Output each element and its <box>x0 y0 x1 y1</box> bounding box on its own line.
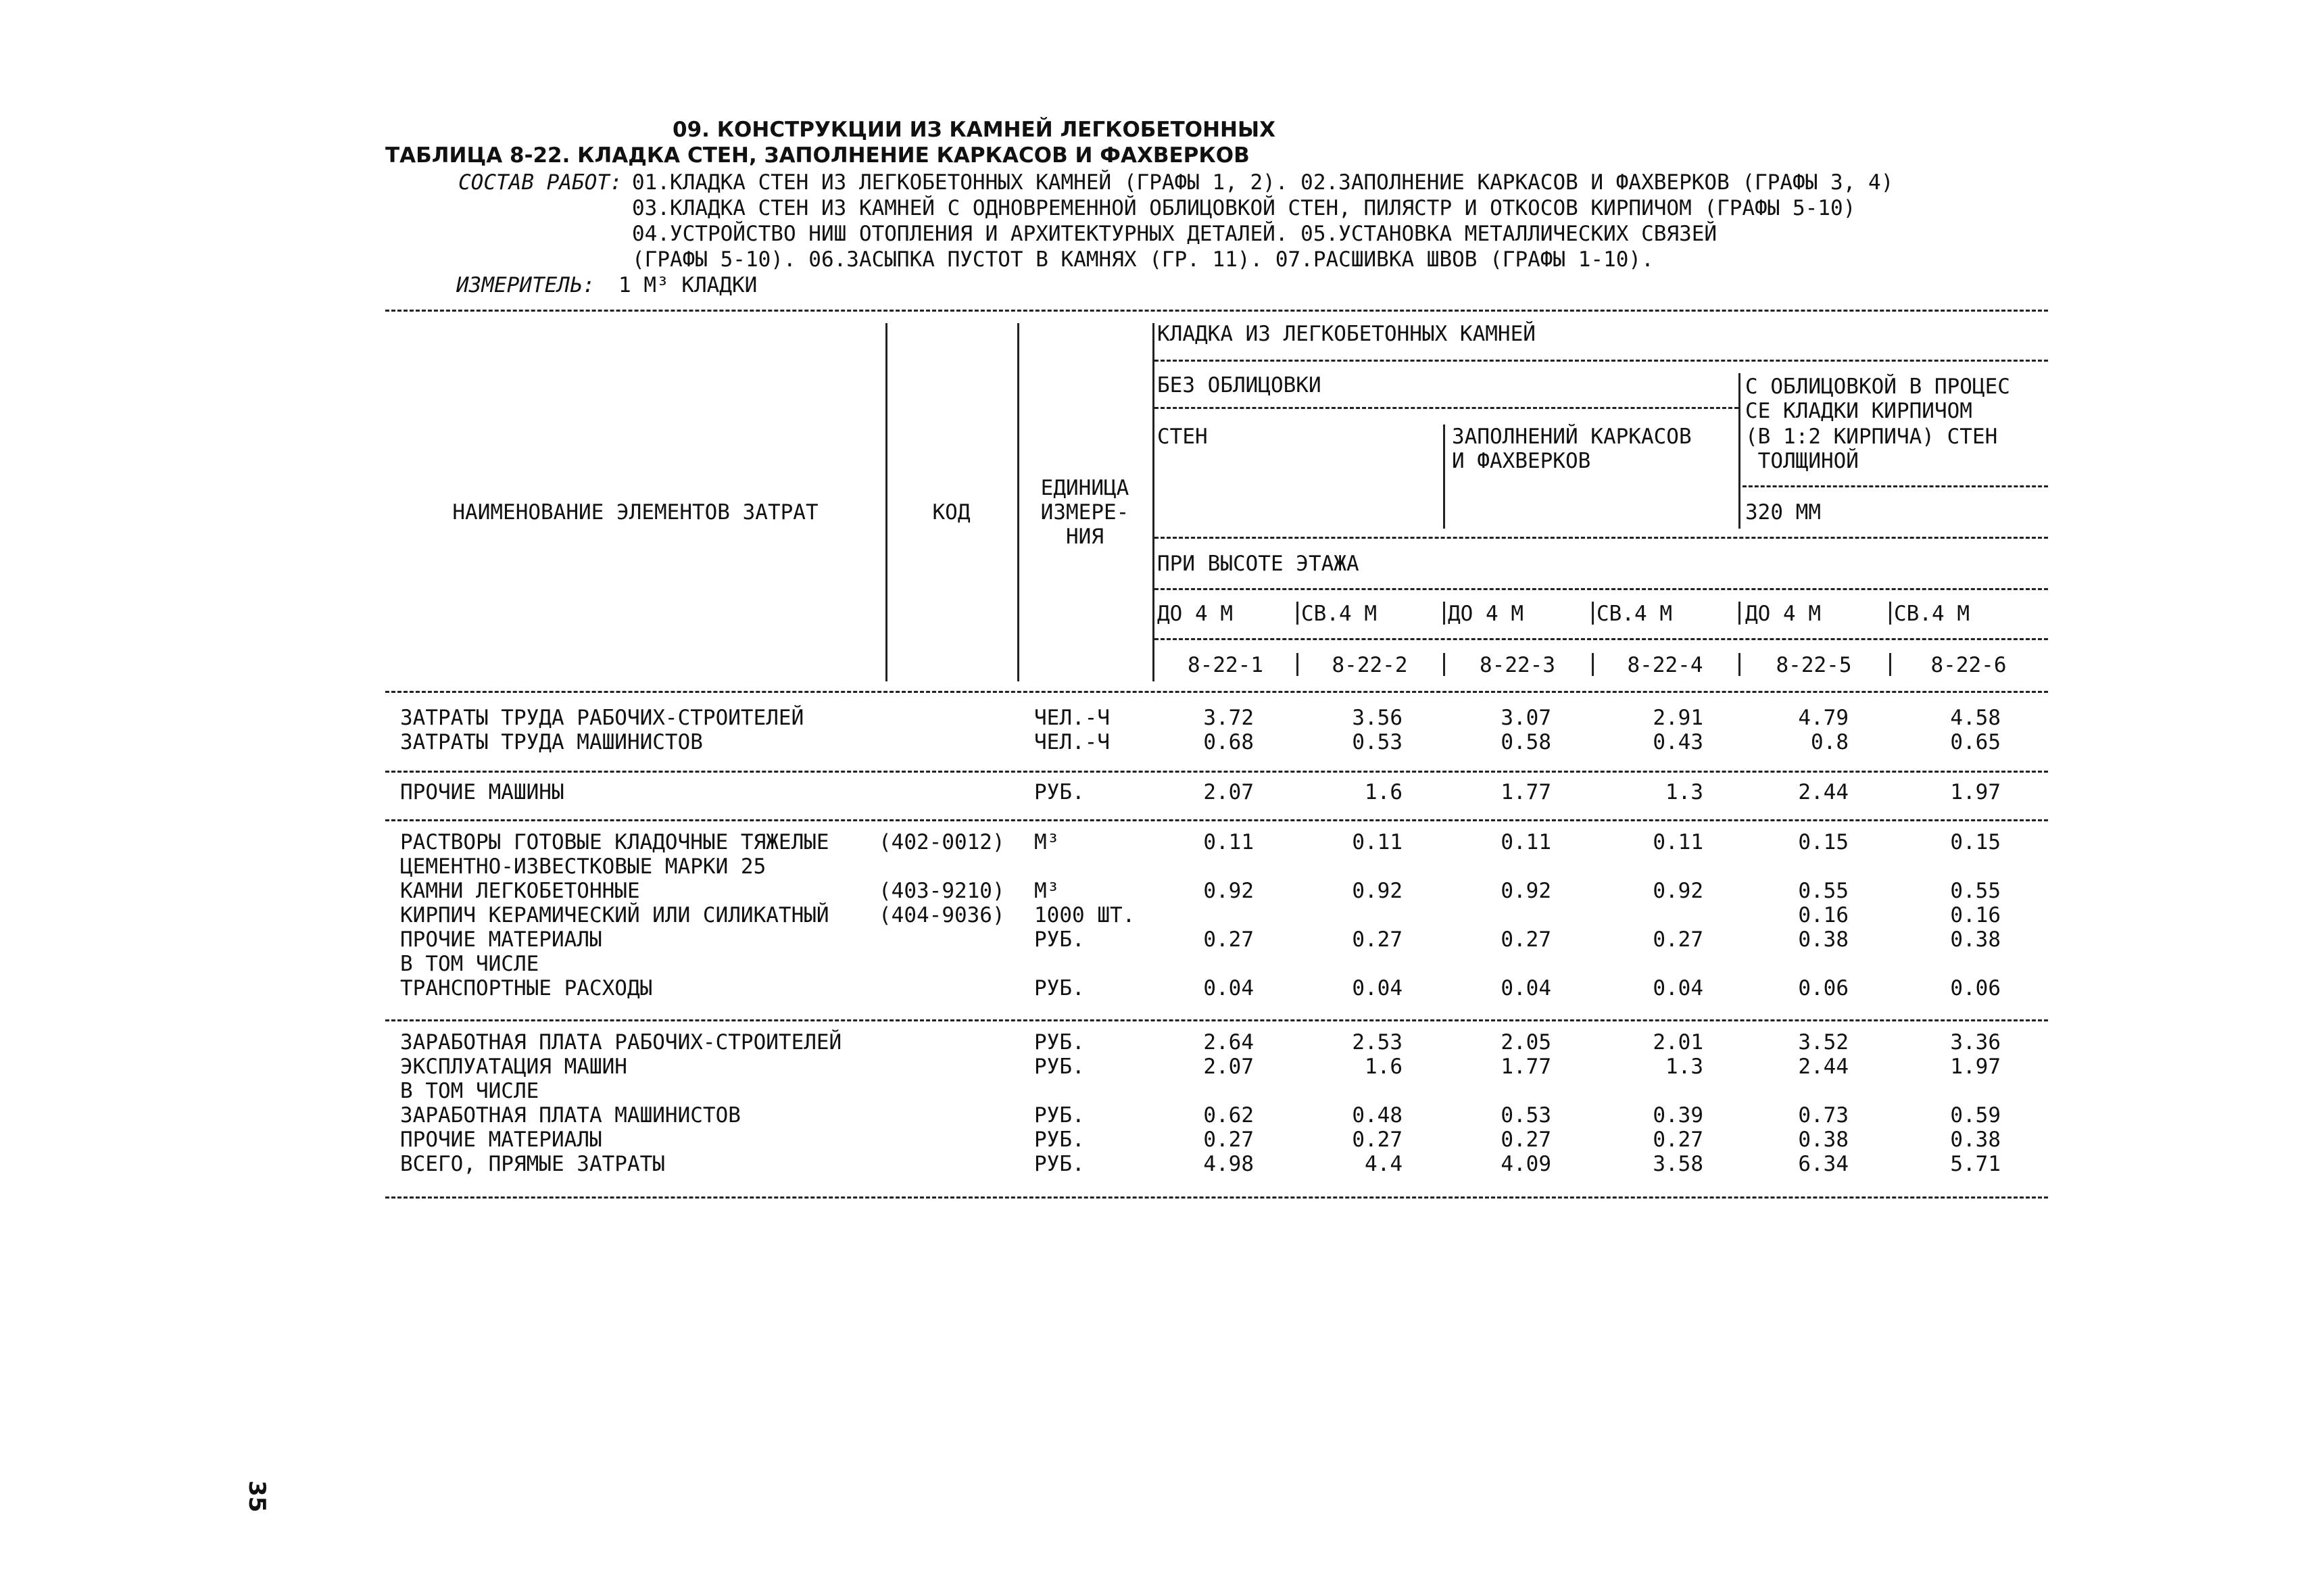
row-value: 0.55 <box>1950 879 2001 903</box>
row-value: 0.38 <box>1950 927 2001 952</box>
rule <box>1592 602 1594 625</box>
divider-unit-data <box>1152 323 1154 681</box>
row-value: 0.62 <box>1203 1103 1254 1128</box>
row-unit: РУБ. <box>1034 1055 1085 1079</box>
row-value: 0.53 <box>1501 1103 1551 1128</box>
row-value: 1.3 <box>1665 1055 1703 1079</box>
row-value: 2.53 <box>1352 1030 1403 1055</box>
row-value: 1.6 <box>1365 1055 1403 1079</box>
row-unit: ЧЕЛ.-Ч <box>1034 730 1110 754</box>
row-unit: РУБ. <box>1034 780 1085 804</box>
row-value: 2.07 <box>1203 780 1254 804</box>
col-unit-3: НИЯ <box>1066 525 1104 549</box>
measure-value: 1 М³ КЛАДКИ <box>618 273 758 297</box>
row-unit: М³ <box>1034 830 1060 854</box>
rule <box>1889 602 1891 625</box>
row-value: 0.92 <box>1653 879 1703 903</box>
row-name: В ТОМ ЧИСЛЕ <box>400 952 539 976</box>
divider-frames <box>1443 425 1445 529</box>
code-3: 8-22-3 <box>1480 653 1555 677</box>
row-unit: РУБ. <box>1034 1030 1085 1055</box>
row-value: 0.11 <box>1352 830 1403 854</box>
rule <box>385 691 2048 693</box>
row-name: ЭКСПЛУАТАЦИЯ МАШИН <box>400 1055 627 1079</box>
row-value: 0.73 <box>1798 1103 1849 1128</box>
rule <box>385 1019 2048 1021</box>
row-name: РАСТВОРЫ ГОТОВЫЕ КЛАДОЧНЫЕ ТЯЖЕЛЫЕ <box>400 830 829 854</box>
floor-height: ПРИ ВЫСОТЕ ЭТАЖА <box>1157 552 1359 576</box>
rule <box>1154 537 2048 539</box>
row-value: 0.04 <box>1653 976 1703 1000</box>
row-value: 0.27 <box>1501 1128 1551 1152</box>
row-value: 0.16 <box>1950 903 2001 927</box>
rule <box>1296 602 1298 625</box>
code-2: 8-22-2 <box>1332 653 1408 677</box>
row-value: 3.36 <box>1950 1030 2001 1055</box>
row-value: 0.38 <box>1798 1128 1849 1152</box>
row-value: 2.44 <box>1798 1055 1849 1079</box>
row-value: 1.97 <box>1950 780 2001 804</box>
row-name: ПРОЧИЕ МАТЕРИАЛЫ <box>400 1128 602 1152</box>
row-value: 0.06 <box>1798 976 1849 1000</box>
row-value: 2.44 <box>1798 780 1849 804</box>
row-value: 6.34 <box>1798 1152 1849 1176</box>
row-value: 1.97 <box>1950 1055 2001 1079</box>
table-bottom-rule <box>385 1196 2048 1199</box>
row-name: ПРОЧИЕ МАТЕРИАЛЫ <box>400 927 602 952</box>
row-value: 0.11 <box>1203 830 1254 854</box>
row-value: 0.39 <box>1653 1103 1703 1128</box>
measure-label: ИЗМЕРИТЕЛЬ: <box>456 273 595 297</box>
row-code: (404-9036) <box>879 903 1005 927</box>
row-code: (402-0012) <box>879 830 1005 854</box>
row-value: 0.27 <box>1203 1128 1254 1152</box>
height-1: ДО 4 М <box>1157 602 1233 626</box>
group-facing-4: ТОЛЩИНОЙ <box>1745 449 1859 473</box>
divider-facing <box>1738 373 1740 529</box>
col-unit-2: ИЗМЕРЕ- <box>1040 500 1129 525</box>
row-value: 4.58 <box>1950 706 2001 730</box>
rule <box>1154 638 2048 640</box>
rule <box>385 819 2048 821</box>
work-line-3: 04.УСТРОЙСТВО НИШ ОТОПЛЕНИЯ И АРХИТЕКТУРНЫХ ДЕТАЛЕЙ. 05.УСТАНОВКА МЕТАЛЛИЧЕСКИХ СВЯЗЕЙ <box>632 222 1717 246</box>
code-4: 8-22-4 <box>1627 653 1703 677</box>
row-unit: ЧЕЛ.-Ч <box>1034 706 1110 730</box>
row-value: 0.58 <box>1501 730 1551 754</box>
row-value: 1.6 <box>1365 780 1403 804</box>
row-name: ТРАНСПОРТНЫЕ РАСХОДЫ <box>400 976 653 1000</box>
row-value: 0.11 <box>1501 830 1551 854</box>
row-name: ЗАТРАТЫ ТРУДА РАБОЧИХ-СТРОИТЕЛЕЙ <box>400 706 804 730</box>
rule <box>1154 407 1738 409</box>
row-value: 0.38 <box>1798 927 1849 952</box>
page-number: 35 <box>243 1480 270 1513</box>
row-value: 4.09 <box>1501 1152 1551 1176</box>
work-label: СОСТАВ РАБОТ: <box>458 170 623 195</box>
row-name: КАМНИ ЛЕГКОБЕТОННЫЕ <box>400 879 640 903</box>
height-2: СВ.4 М <box>1301 602 1377 626</box>
row-name: ЗАРАБОТНАЯ ПЛАТА МАШИНИСТОВ <box>400 1103 741 1128</box>
group-facing-2: СЕ КЛАДКИ КИРПИЧОМ <box>1745 399 1972 423</box>
row-value: 0.59 <box>1950 1103 2001 1128</box>
row-unit: РУБ. <box>1034 976 1085 1000</box>
row-name: ВСЕГО, ПРЯМЫЕ ЗАТРАТЫ <box>400 1152 665 1176</box>
code-1: 8-22-1 <box>1188 653 1263 677</box>
row-value: 1.77 <box>1501 780 1551 804</box>
work-line-2: 03.КЛАДКА СТЕН ИЗ КАМНЕЙ С ОДНОВРЕМЕННОЙ ОБЛИЦОВКОЙ СТЕН, ПИЛЯСТР И ОТКОСОВ КИРПИЧОМ (ГРАФЫ 5-10) <box>632 196 1856 220</box>
section-title: 09. КОНСТРУКЦИИ ИЗ КАМНЕЙ ЛЕГКОБЕТОННЫХ <box>673 118 1276 142</box>
row-value: 0.27 <box>1352 927 1403 952</box>
row-value: 3.52 <box>1798 1030 1849 1055</box>
col-name: НАИМЕНОВАНИЕ ЭЛЕМЕНТОВ ЗАТРАТ <box>452 500 819 525</box>
row-value: 0.92 <box>1352 879 1403 903</box>
rule <box>385 771 2048 773</box>
rule <box>1738 602 1740 625</box>
rule <box>1154 588 2048 590</box>
row-value: 3.72 <box>1203 706 1254 730</box>
work-line-1: 01.КЛАДКА СТЕН ИЗ ЛЕГКОБЕТОННЫХ КАМНЕЙ (ГРАФЫ 1, 2). 02.ЗАПОЛНЕНИЕ КАРКАСОВ И ФАХВЕРКОВ (ГРАФЫ 3, 4) <box>632 170 1894 195</box>
row-unit: 1000 ШТ. <box>1034 903 1136 927</box>
row-value: 0.16 <box>1798 903 1849 927</box>
row-name: КИРПИЧ КЕРАМИЧЕСКИЙ ИЛИ СИЛИКАТНЫЙ <box>400 903 829 927</box>
row-value: 0.48 <box>1352 1103 1403 1128</box>
row-value: 0.92 <box>1203 879 1254 903</box>
table-title: ТАБЛИЦА 8-22. КЛАДКА СТЕН, ЗАПОЛНЕНИЕ КАРКАСОВ И ФАХВЕРКОВ <box>385 143 1250 168</box>
col-code: КОД <box>932 500 971 525</box>
row-value: 3.56 <box>1352 706 1403 730</box>
row-code: (403-9210) <box>879 879 1005 903</box>
row-value: 0.53 <box>1352 730 1403 754</box>
rule <box>1443 602 1445 625</box>
row-name: ЦЕМЕНТНО-ИЗВЕСТКОВЫЕ МАРКИ 25 <box>400 854 766 879</box>
group-no-facing: БЕЗ ОБЛИЦОВКИ <box>1157 373 1321 397</box>
row-value: 1.3 <box>1665 780 1703 804</box>
sub-frames-1: ЗАПОЛНЕНИЙ КАРКАСОВ <box>1452 425 1692 449</box>
row-name: В ТОМ ЧИСЛЕ <box>400 1079 539 1103</box>
group-facing-3: (В 1:2 КИРПИЧА) СТЕН <box>1745 425 1998 449</box>
row-value: 2.07 <box>1203 1055 1254 1079</box>
work-line-4: (ГРАФЫ 5-10). 06.ЗАСЫПКА ПУСТОТ В КАМНЯХ (ГР. 11). 07.РАСШИВКА ШВОВ (ГРАФЫ 1-10). <box>632 247 1654 272</box>
row-unit: РУБ. <box>1034 1128 1085 1152</box>
row-value: 0.27 <box>1653 1128 1703 1152</box>
row-name: ЗАТРАТЫ ТРУДА МАШИНИСТОВ <box>400 730 703 754</box>
row-value: 2.64 <box>1203 1030 1254 1055</box>
row-value: 5.71 <box>1950 1152 2001 1176</box>
row-value: 0.15 <box>1950 830 2001 854</box>
col-unit-1: ЕДИНИЦА <box>1040 476 1129 500</box>
row-unit: М³ <box>1034 879 1060 903</box>
code-6: 8-22-6 <box>1930 653 2007 677</box>
row-value: 0.27 <box>1653 927 1703 952</box>
row-name: ЗАРАБОТНАЯ ПЛАТА РАБОЧИХ-СТРОИТЕЛЕЙ <box>400 1030 842 1055</box>
row-value: 0.15 <box>1798 830 1849 854</box>
row-value: 0.65 <box>1950 730 2001 754</box>
row-value: 0.06 <box>1950 976 2001 1000</box>
row-value: 2.91 <box>1653 706 1703 730</box>
group-main: КЛАДКА ИЗ ЛЕГКОБЕТОННЫХ КАМНЕЙ <box>1157 322 1536 346</box>
thickness: 320 ММ <box>1745 500 1821 525</box>
height-6: СВ.4 М <box>1894 602 1970 626</box>
row-value: 0.55 <box>1798 879 1849 903</box>
row-value: 3.07 <box>1501 706 1551 730</box>
row-value: 4.4 <box>1365 1152 1403 1176</box>
row-value: 0.04 <box>1203 976 1254 1000</box>
row-value: 0.8 <box>1811 730 1849 754</box>
row-value: 0.43 <box>1653 730 1703 754</box>
row-unit: РУБ. <box>1034 1152 1085 1176</box>
row-value: 0.04 <box>1501 976 1551 1000</box>
row-value: 1.77 <box>1501 1055 1551 1079</box>
sub-walls: СТЕН <box>1157 425 1208 449</box>
row-value: 0.92 <box>1501 879 1551 903</box>
height-3: ДО 4 М <box>1448 602 1524 626</box>
rule <box>1154 360 2048 362</box>
row-value: 2.05 <box>1501 1030 1551 1055</box>
rule <box>1743 485 2048 487</box>
height-4: СВ.4 М <box>1597 602 1672 626</box>
group-facing-1: С ОБЛИЦОВКОЙ В ПРОЦЕС <box>1745 374 2010 399</box>
table-top-rule <box>385 310 2048 312</box>
row-value: 0.04 <box>1352 976 1403 1000</box>
row-value: 0.27 <box>1352 1128 1403 1152</box>
code-5: 8-22-5 <box>1776 653 1852 677</box>
row-value: 2.01 <box>1653 1030 1703 1055</box>
row-value: 0.11 <box>1653 830 1703 854</box>
row-value: 4.98 <box>1203 1152 1254 1176</box>
row-value: 0.38 <box>1950 1128 2001 1152</box>
row-value: 0.27 <box>1501 927 1551 952</box>
row-name: ПРОЧИЕ МАШИНЫ <box>400 780 564 804</box>
row-value: 4.79 <box>1798 706 1849 730</box>
row-unit: РУБ. <box>1034 927 1085 952</box>
row-value: 0.68 <box>1203 730 1254 754</box>
row-value: 0.27 <box>1203 927 1254 952</box>
sub-frames-2: И ФАХВЕРКОВ <box>1452 449 1591 473</box>
row-unit: РУБ. <box>1034 1103 1085 1128</box>
row-value: 3.58 <box>1653 1152 1703 1176</box>
height-5: ДО 4 М <box>1745 602 1821 626</box>
